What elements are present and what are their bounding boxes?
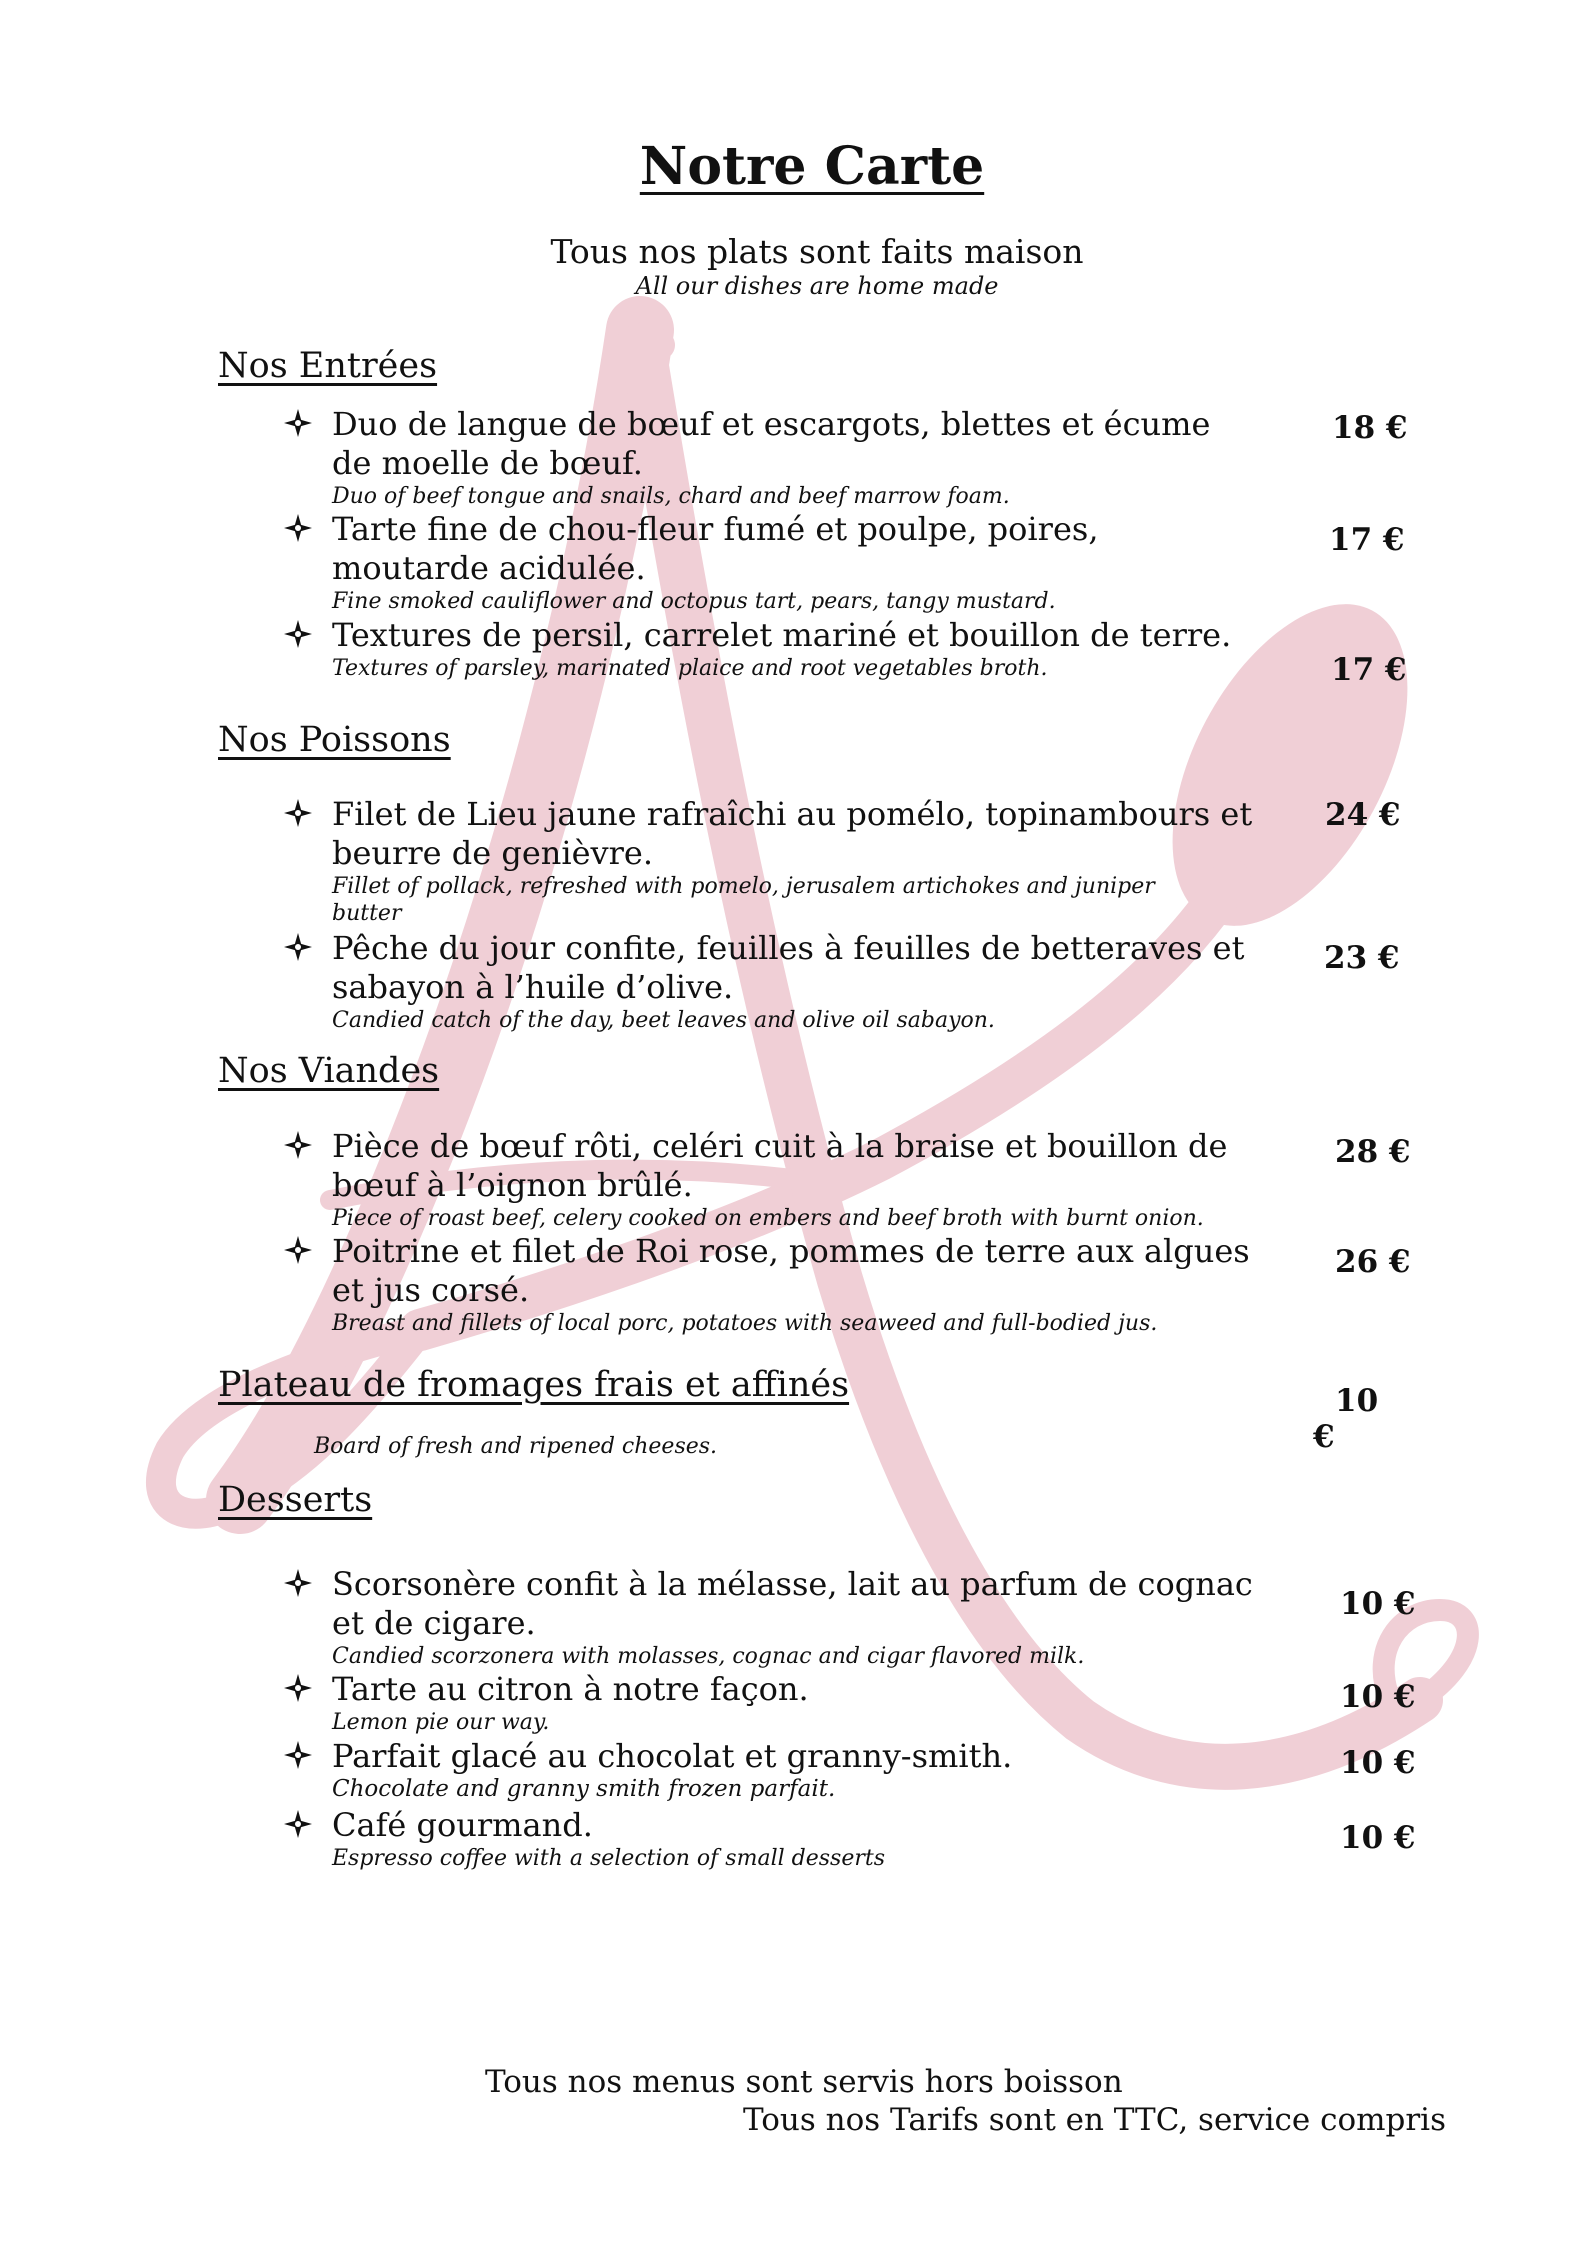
dish-name-en: Lemon pie our way. — [332, 1710, 550, 1735]
price: 24 € — [1325, 797, 1401, 833]
dish-name-en: Espresso coffee with a selection of small desserts — [332, 1846, 885, 1871]
menu-item — [284, 1806, 1259, 1872]
diamond-bullet-icon — [284, 1131, 312, 1159]
menu-item — [284, 1127, 1259, 1232]
menu-item — [284, 405, 1259, 510]
menu-item — [284, 510, 1259, 615]
page-title: Notre Carte — [639, 136, 985, 197]
diamond-bullet-icon — [284, 1569, 312, 1597]
diamond-bullet-icon — [284, 514, 312, 542]
footer-note-prices: Tous nos Tarifs sont en TTC, service compris — [743, 2102, 1447, 2138]
subtitle-en: All our dishes are home made — [635, 272, 999, 300]
dish-name-en: Fillet of pollack, refreshed with pomelo, jerusalem artichokes and juniper butter — [332, 874, 1155, 926]
dish-name-en: Fine smoked cauliflower and octopus tart, pears, tangy mustard. — [332, 589, 1056, 614]
dish-name-en: Textures of parsley, marinated plaice and root vegetables broth. — [332, 656, 1048, 681]
diamond-bullet-icon — [284, 409, 312, 437]
price: 10 € — [1340, 1745, 1416, 1781]
dish-name-fr: Pêche du jour confite, feuilles à feuilles de betteraves et sabayon à l’huile d’olive. — [332, 929, 1245, 1006]
section-title-desserts: Desserts — [218, 1480, 373, 1520]
diamond-bullet-icon — [284, 620, 312, 648]
price: 28 € — [1335, 1134, 1411, 1170]
dish-name-fr: Filet de Lieu jaune rafraîchi au pomélo, topinambours et beurre de genièvre. — [332, 795, 1253, 872]
dish-name-en: Piece of roast beef, celery cooked on embers and beef broth with burnt onion. — [332, 1206, 1204, 1231]
price-number: 10 — [1335, 1383, 1379, 1419]
menu-item — [284, 1232, 1259, 1337]
dish-name-fr: Pièce de bœuf rôti, celéri cuit à la braise et bouillon de bœuf à l’oignon brûlé. — [332, 1127, 1228, 1204]
price: 17 € — [1329, 522, 1405, 558]
diamond-bullet-icon — [284, 933, 312, 961]
diamond-bullet-icon — [284, 1810, 312, 1838]
dish-name-en: Breast and fillets of local porc, potatoes with seaweed and full-bodied jus. — [332, 1311, 1158, 1336]
dish-name-fr: Tarte fine de chou-fleur fumé et poulpe, poires, moutarde acidulée. — [332, 510, 1099, 587]
dish-name-en: Candied scorzonera with molasses, cognac and cigar flavored milk. — [332, 1644, 1085, 1669]
diamond-bullet-icon — [284, 1674, 312, 1702]
menu-item — [284, 929, 1259, 1034]
dish-name-fr: Scorsonère confit à la mélasse, lait au parfum de cognac et de cigare. — [332, 1565, 1253, 1642]
dish-name-fr: Café gourmand. — [332, 1806, 593, 1844]
price: 26 € — [1335, 1244, 1411, 1280]
section-title-fromages: Plateau de fromages frais et affinés — [218, 1365, 850, 1405]
section-title-poissons: Nos Poissons — [218, 720, 451, 760]
subtitle-fr: Tous nos plats sont faits maison — [550, 232, 1084, 271]
diamond-bullet-icon — [284, 1236, 312, 1264]
dish-name-fr: Poitrine et filet de Roi rose, pommes de terre aux algues et jus corsé. — [332, 1232, 1250, 1309]
section-title-entrees: Nos Entrées — [218, 346, 438, 386]
price: 10 € — [1340, 1820, 1416, 1856]
dish-name-fr: Textures de persil, carrelet mariné et bouillon de terre. — [332, 616, 1232, 654]
price: 10 € — [1340, 1586, 1416, 1622]
price: 18 € — [1332, 410, 1408, 446]
menu-item — [284, 1670, 1259, 1736]
price: 10 € — [1340, 1679, 1416, 1715]
section-title-viandes: Nos Viandes — [218, 1051, 440, 1091]
dish-name-en: Candied catch of the day, beet leaves and olive oil sabayon. — [332, 1008, 995, 1033]
footer-note-drinks: Tous nos menus sont servis hors boisson — [485, 2064, 1123, 2100]
dish-name-en: Chocolate and granny smith frozen parfait. — [332, 1776, 836, 1802]
menu-item — [284, 616, 1259, 682]
price: 17 € — [1331, 652, 1407, 688]
dish-name-fr: Tarte au citron à notre façon. — [332, 1670, 809, 1708]
diamond-bullet-icon — [284, 1741, 312, 1769]
dish-name-en: Board of fresh and ripened cheeses. — [314, 1434, 718, 1459]
menu-item — [284, 1565, 1259, 1670]
dish-name-fr: Duo de langue de bœuf et escargots, blettes et écume de moelle de bœuf. — [332, 405, 1211, 482]
menu-item — [284, 795, 1259, 927]
price-currency: € — [1313, 1419, 1335, 1455]
price: 23 € — [1324, 940, 1400, 976]
dish-name-en: Duo of beef tongue and snails, chard and beef marrow foam. — [332, 484, 1010, 509]
diamond-bullet-icon — [284, 799, 312, 827]
menu-item — [284, 1737, 1259, 1803]
dish-name-fr: Parfait glacé au chocolat et granny-smith. — [332, 1737, 1013, 1775]
